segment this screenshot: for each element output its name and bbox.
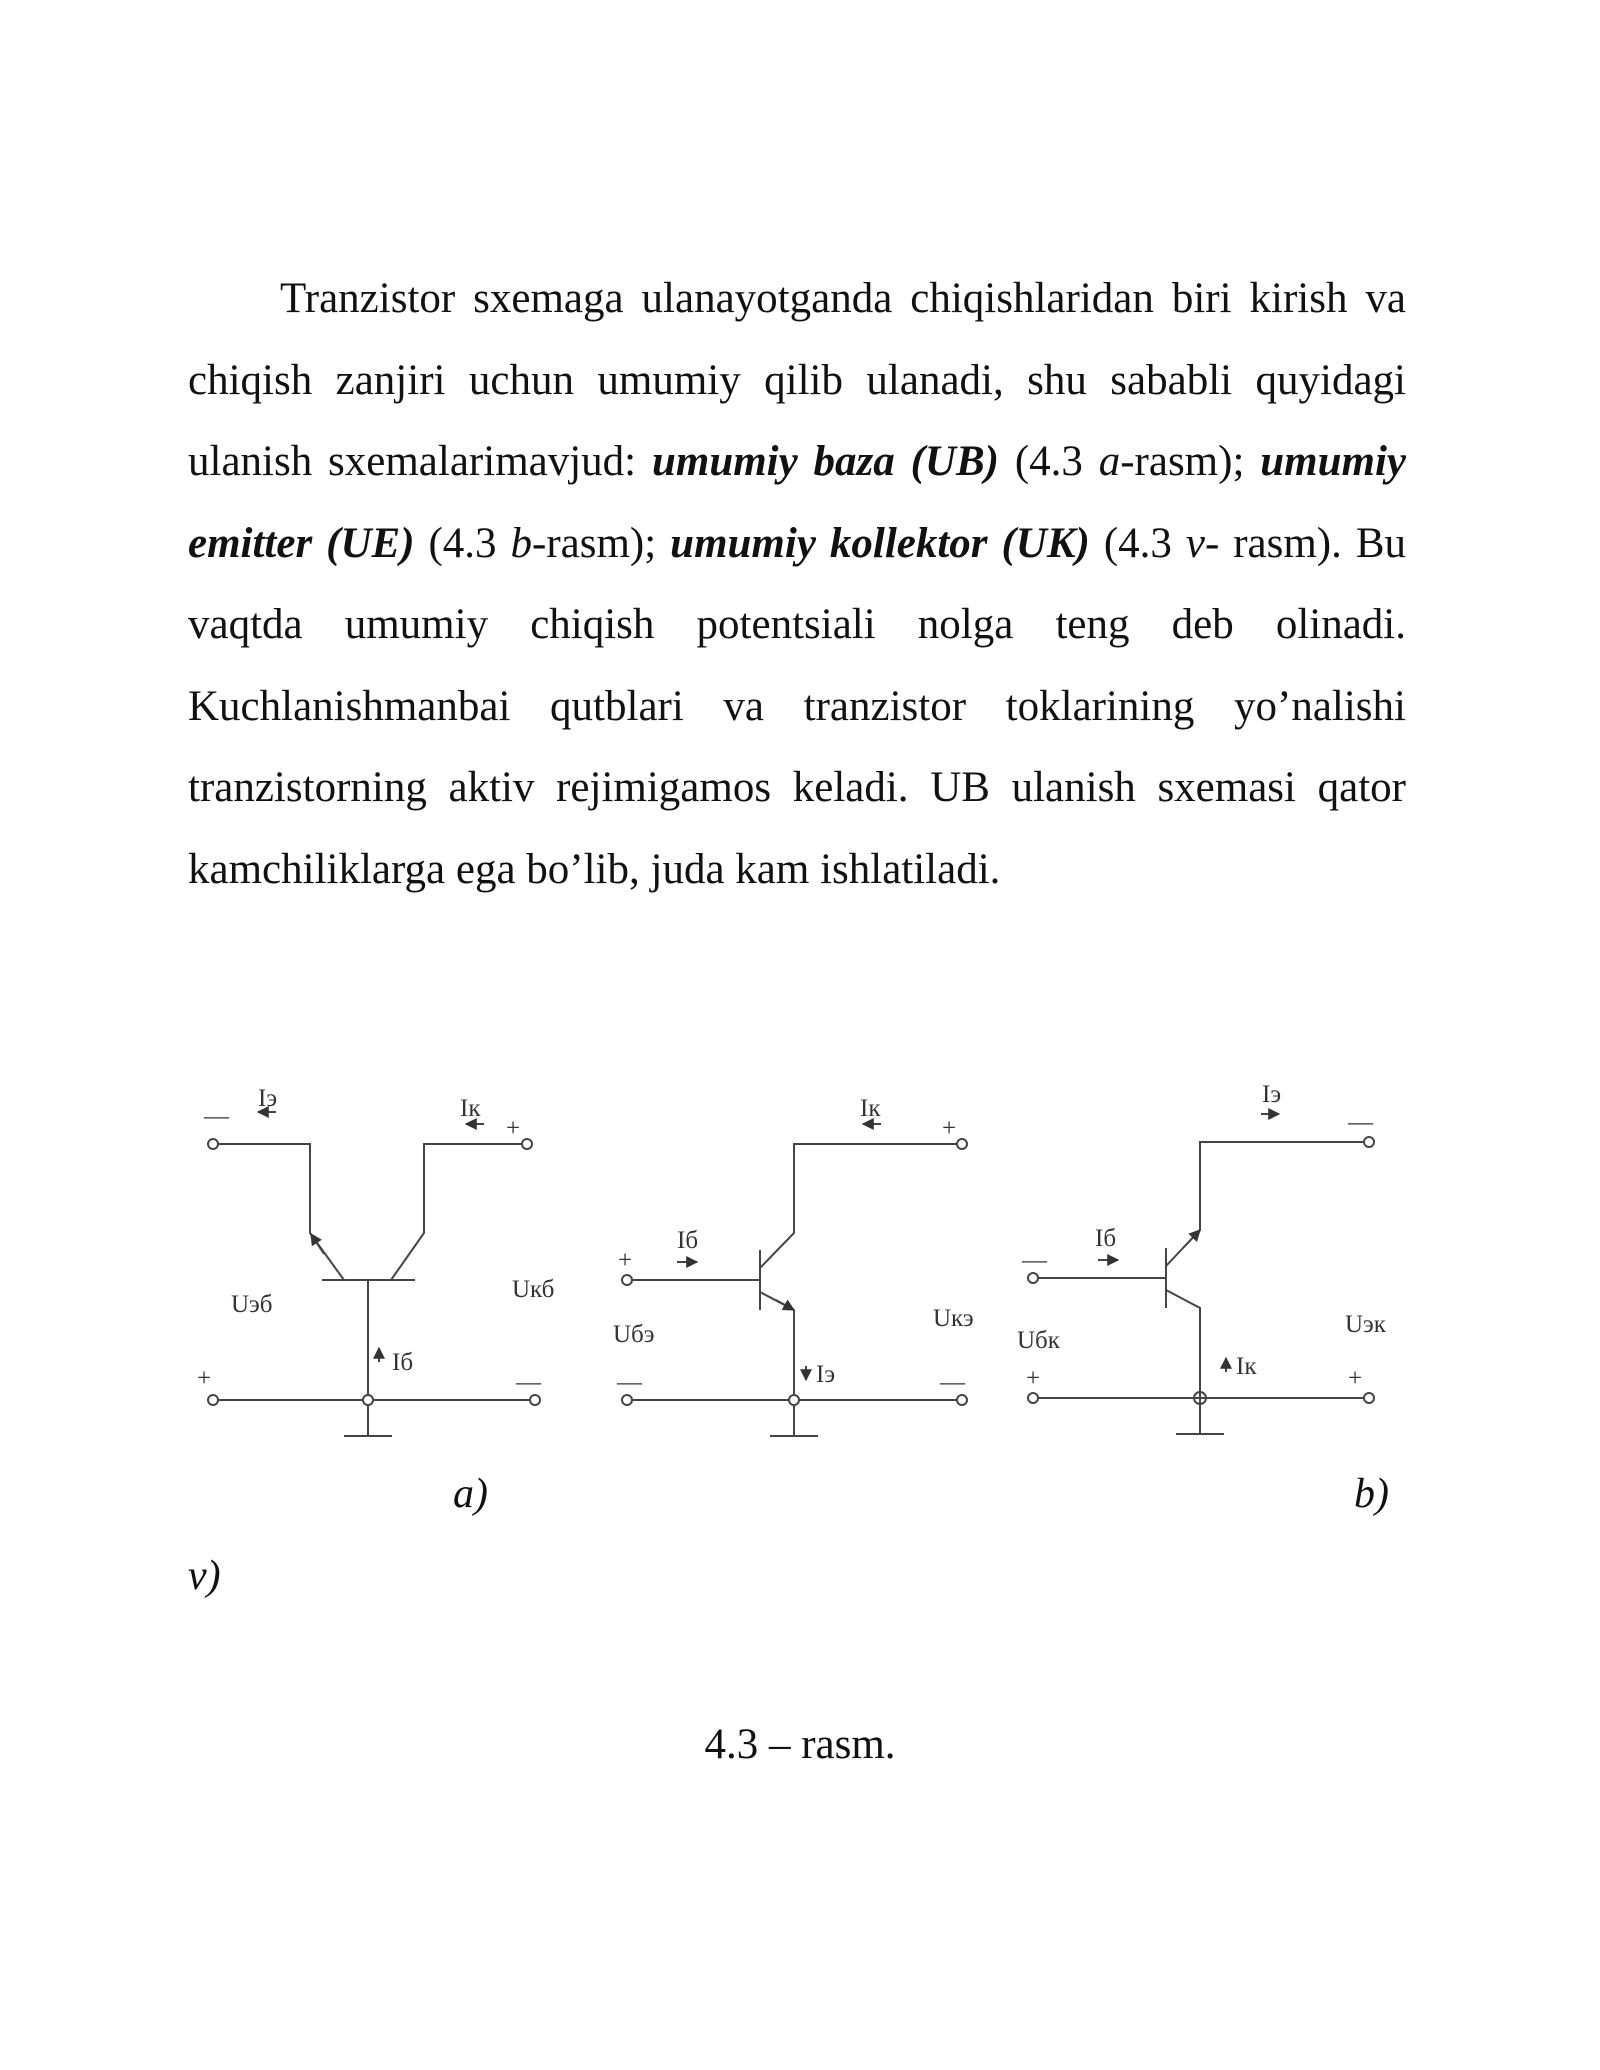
voltage-ke-label: Uкэ [933, 1305, 974, 1332]
fig-ref-a: a [1098, 438, 1121, 485]
terminal-plus: + [942, 1115, 957, 1142]
sublabel-a: a) [453, 1471, 488, 1517]
circuit-common-collector [1028, 1114, 1374, 1434]
text-segment: (4.3 [1089, 519, 1186, 567]
terminal-plus: + [1026, 1365, 1041, 1392]
terminal-plus: + [197, 1365, 212, 1392]
text-segment: (4.3 [998, 438, 1099, 485]
terminal-plus: + [618, 1247, 633, 1274]
circuit-common-emitter [622, 1124, 967, 1436]
current-emitter-label: Iэ [816, 1361, 836, 1388]
current-collector-label: Iк [1236, 1353, 1257, 1380]
terminal-plus: + [1348, 1365, 1363, 1392]
terminal-minus: — [1022, 1247, 1047, 1274]
terminal-minus: — [617, 1369, 642, 1396]
terminal-minus: — [516, 1369, 541, 1396]
voltage-eb-label: Uэб [231, 1291, 273, 1318]
text-segment: -rasm); [1120, 438, 1261, 485]
term-uk: umumiy kollektor (UK) [670, 519, 1090, 567]
voltage-kb-label: Uкб [512, 1276, 555, 1303]
sublabel-v: v) [188, 1553, 221, 1599]
term-ue: umumiy emitter (UE) [188, 438, 1406, 567]
voltage-be-label: Uбэ [613, 1321, 655, 1348]
terminal-plus: + [506, 1115, 521, 1142]
circuit-common-base [208, 1112, 540, 1436]
text-segment: - rasm). Bu vaqtda umumiy chiqish potentsiali nolga teng deb olinadi. Kuchlanishmanbai qutblari va tranzistor toklarining yo’nalishi tranzistorning aktiv rejimigamos keladi. UB ulanish sxemasi qator kamchiliklarga ega bo’lib, juda kam ishlatiladi. [188, 519, 1407, 893]
current-base-label: Iб [1095, 1225, 1117, 1252]
terminal-minus: — [1348, 1109, 1373, 1136]
fig-ref-b: b [510, 519, 533, 567]
text-segment: Tranzistor sxemaga ulanayotganda chiqishlaridan biri kirish va chiqish zanjiri uchun umumiy qilib ulanadi, shu sababli quyidagi ulanish sxemalarimavjud: [188, 275, 1406, 485]
fig-ref-v: v [1185, 519, 1205, 567]
current-collector-label: Iк [460, 1095, 481, 1122]
current-emitter-label: Iэ [1262, 1081, 1282, 1108]
terminal-minus: — [940, 1369, 965, 1396]
figure-caption: 4.3 – rasm. [704, 1721, 896, 1768]
voltage-ek-label: Uэк [1345, 1311, 1386, 1338]
current-base-label: Iб [677, 1227, 699, 1254]
term-ub: umumiy baza (UB) [651, 438, 999, 485]
current-base-label: Iб [392, 1349, 414, 1376]
sublabel-b: b) [1354, 1471, 1389, 1517]
current-collector-label: Iк [860, 1095, 881, 1122]
terminal-minus: — [204, 1103, 229, 1130]
current-emitter-label: Iэ [258, 1085, 278, 1112]
voltage-bk-label: Uбк [1017, 1327, 1060, 1354]
text-segment: -rasm); [532, 519, 671, 567]
text-segment: (4.3 [414, 519, 511, 567]
